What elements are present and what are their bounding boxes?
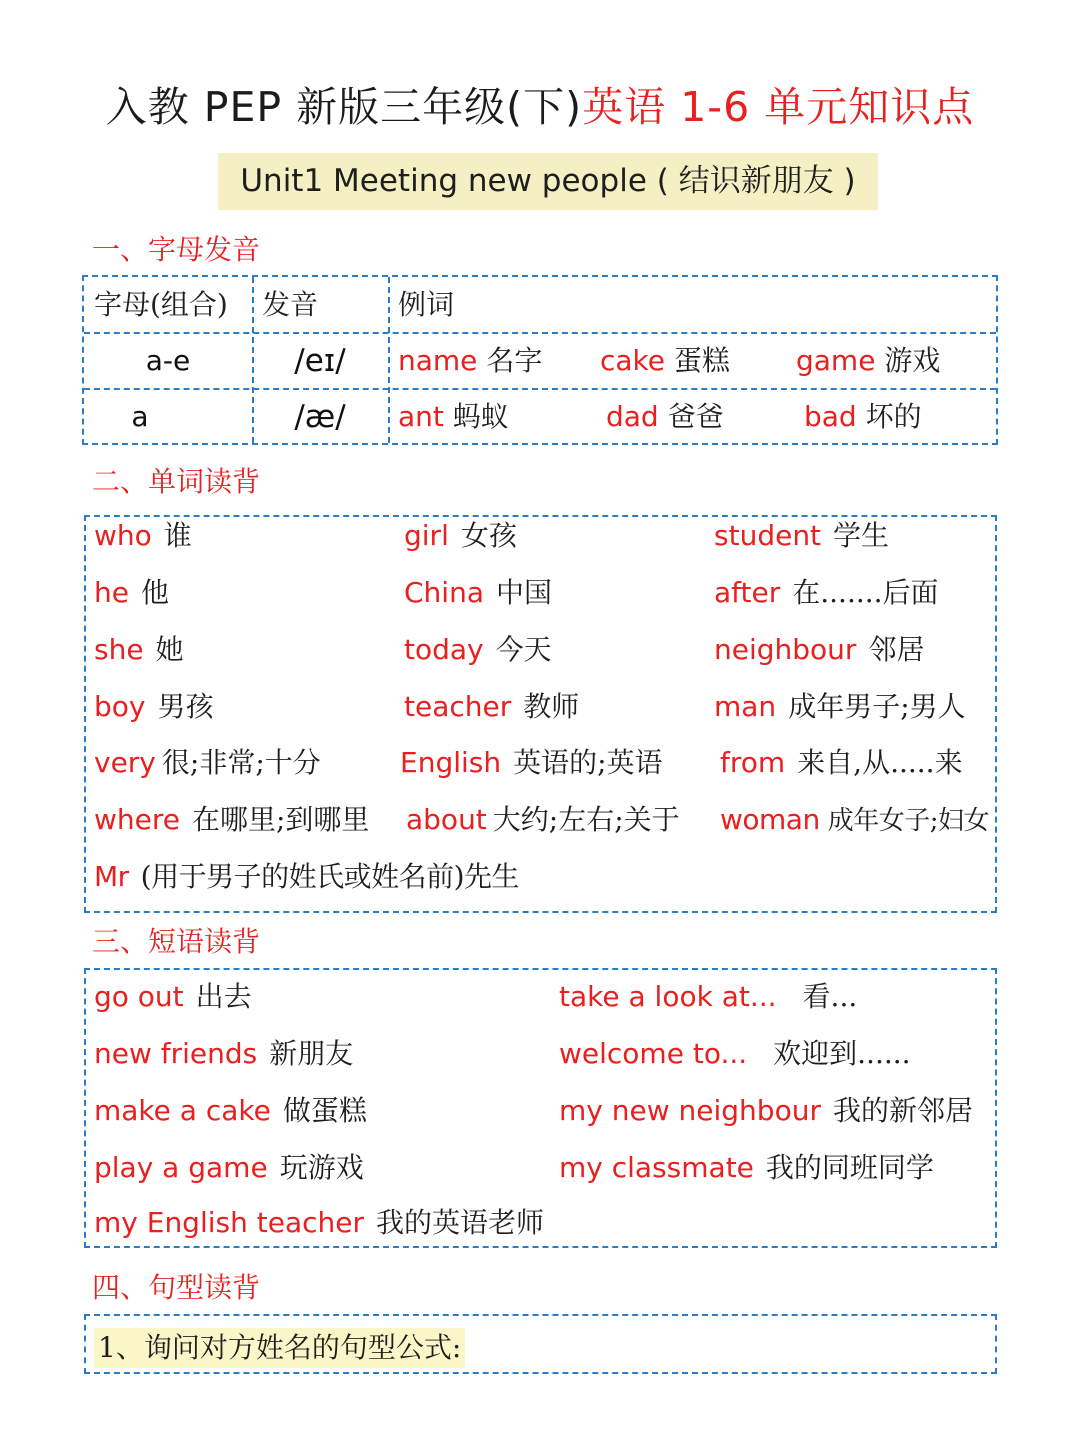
word-en: about xyxy=(406,803,487,836)
word-zh: 在哪里;到哪里 xyxy=(192,803,370,836)
phrase-en: new friends xyxy=(94,1037,258,1070)
word-item xyxy=(94,857,519,897)
phrase-en: make a cake xyxy=(94,1094,271,1127)
word-zh: 在.......后面 xyxy=(792,576,939,609)
word-en: very xyxy=(94,746,156,779)
word-zh: 他 xyxy=(140,576,169,609)
word-item xyxy=(404,516,517,556)
word-en: teacher xyxy=(404,690,512,723)
word-en: girl xyxy=(404,519,449,552)
word-en: man xyxy=(714,690,777,723)
word-en: he xyxy=(94,576,129,609)
word-item xyxy=(400,743,663,783)
section-heading-words: 二、单词读背 xyxy=(92,465,261,498)
word-en: today xyxy=(404,633,484,666)
word-zh: 中国 xyxy=(495,576,552,609)
phrase-item xyxy=(94,977,252,1017)
phrase-zh: 玩游戏 xyxy=(279,1151,364,1184)
phrase-en: my new neighbour xyxy=(559,1094,821,1127)
phrase-en: play a game xyxy=(94,1151,268,1184)
phrase-item xyxy=(94,1034,353,1074)
phrase-item xyxy=(559,1034,911,1074)
word-zh: 英语的;英语 xyxy=(513,746,663,779)
phrase-en: take a look at... xyxy=(559,980,777,1013)
word-zh: 女孩 xyxy=(460,519,517,552)
phrase-zh: 新朋友 xyxy=(269,1037,354,1070)
phrase-zh: 我的同班同学 xyxy=(765,1151,934,1184)
word-zh: 来自,从.....来 xyxy=(797,746,963,779)
word-en: student xyxy=(714,519,822,552)
phrase-item xyxy=(94,1091,367,1131)
word-zh: 今天 xyxy=(495,633,552,666)
phrase-en: welcome to... xyxy=(559,1037,748,1070)
example-word: dad 爸爸 xyxy=(606,400,724,433)
phrase-en: my classmate xyxy=(559,1151,754,1184)
word-item xyxy=(720,743,963,783)
phrase-zh: 做蛋糕 xyxy=(282,1094,367,1127)
word-item xyxy=(714,573,939,613)
example-word: name 名字 xyxy=(398,344,543,377)
sentence-pattern-1: 1、询问对方姓名的句型公式: xyxy=(94,1328,465,1368)
page-title xyxy=(0,74,1080,133)
word-en: English xyxy=(400,746,502,779)
phrase-en: go out xyxy=(94,980,184,1013)
word-item xyxy=(404,687,579,727)
phrase-en: my English teacher xyxy=(94,1206,364,1239)
word-zh: 谁 xyxy=(163,519,192,552)
word-zh: 很;非常;十分 xyxy=(161,746,321,779)
word-en: China xyxy=(404,576,484,609)
section-heading-phonics: 一、字母发音 xyxy=(92,233,261,266)
word-en: she xyxy=(94,633,144,666)
title-part-black: 入教 PEP 新版三年级(下) xyxy=(105,83,583,131)
phrase-zh: 看... xyxy=(802,980,858,1013)
word-zh: 成年男子;男人 xyxy=(788,690,966,723)
table-header-examples: 例词 xyxy=(398,288,455,321)
phrase-item xyxy=(94,1148,364,1188)
word-zh: 她 xyxy=(155,633,184,666)
word-item xyxy=(406,800,680,840)
word-zh: 学生 xyxy=(833,519,890,552)
table-header-sound: 发音 xyxy=(262,288,319,321)
row-sound: /æ/ xyxy=(294,399,346,435)
phrase-item xyxy=(559,977,857,1017)
row-letters: a-e xyxy=(145,344,191,377)
word-zh: (用于男子的姓氏或姓名前)先生 xyxy=(140,860,520,893)
word-item xyxy=(94,630,184,670)
phonics-table xyxy=(82,275,998,445)
phrase-item xyxy=(559,1148,934,1188)
word-item xyxy=(714,630,924,670)
word-en: neighbour xyxy=(714,633,857,666)
word-en: Mr xyxy=(94,860,129,893)
word-zh: 男孩 xyxy=(157,690,214,723)
word-en: who xyxy=(94,519,152,552)
word-item xyxy=(714,687,966,727)
section-heading-sentences: 四、句型读背 xyxy=(92,1271,261,1304)
phrase-item xyxy=(559,1091,973,1131)
word-item xyxy=(714,516,889,556)
word-item xyxy=(404,630,552,670)
phrase-zh: 欢迎到...... xyxy=(773,1037,911,1070)
section-heading-phrases: 三、短语读背 xyxy=(92,925,261,958)
example-word: bad 坏的 xyxy=(804,400,922,433)
word-en: after xyxy=(714,576,781,609)
title-part-red: 英语 1-6 单元知识点 xyxy=(582,83,975,131)
example-word: ant 蚂蚁 xyxy=(398,400,509,433)
word-zh: 教师 xyxy=(523,690,580,723)
example-word: game 游戏 xyxy=(796,344,941,377)
table-divider xyxy=(388,277,390,443)
word-en: woman xyxy=(720,803,820,836)
phrase-zh: 出去 xyxy=(195,980,252,1013)
row-sound: /eɪ/ xyxy=(294,343,346,379)
word-item xyxy=(94,687,214,727)
phrase-item xyxy=(94,1203,544,1243)
word-item xyxy=(94,573,169,613)
word-item xyxy=(94,743,321,783)
table-header-letters: 字母(组合) xyxy=(94,288,228,321)
example-word: cake 蛋糕 xyxy=(600,344,730,377)
phrase-zh: 我的英语老师 xyxy=(376,1206,545,1239)
word-en: from xyxy=(720,746,786,779)
word-item xyxy=(720,800,989,841)
word-zh: 大约;左右;关于 xyxy=(492,803,680,836)
word-item xyxy=(94,800,369,840)
word-zh: 成年女子;妇女 xyxy=(827,806,989,836)
word-zh: 邻居 xyxy=(868,633,925,666)
unit-banner: Unit1 Meeting new people ( 结识新朋友 ) xyxy=(218,153,878,210)
word-item xyxy=(94,516,192,556)
word-item xyxy=(404,573,552,613)
word-en: boy xyxy=(94,690,146,723)
phrase-zh: 我的新邻居 xyxy=(832,1094,973,1127)
word-en: where xyxy=(94,803,180,836)
row-letters: a xyxy=(131,400,149,433)
